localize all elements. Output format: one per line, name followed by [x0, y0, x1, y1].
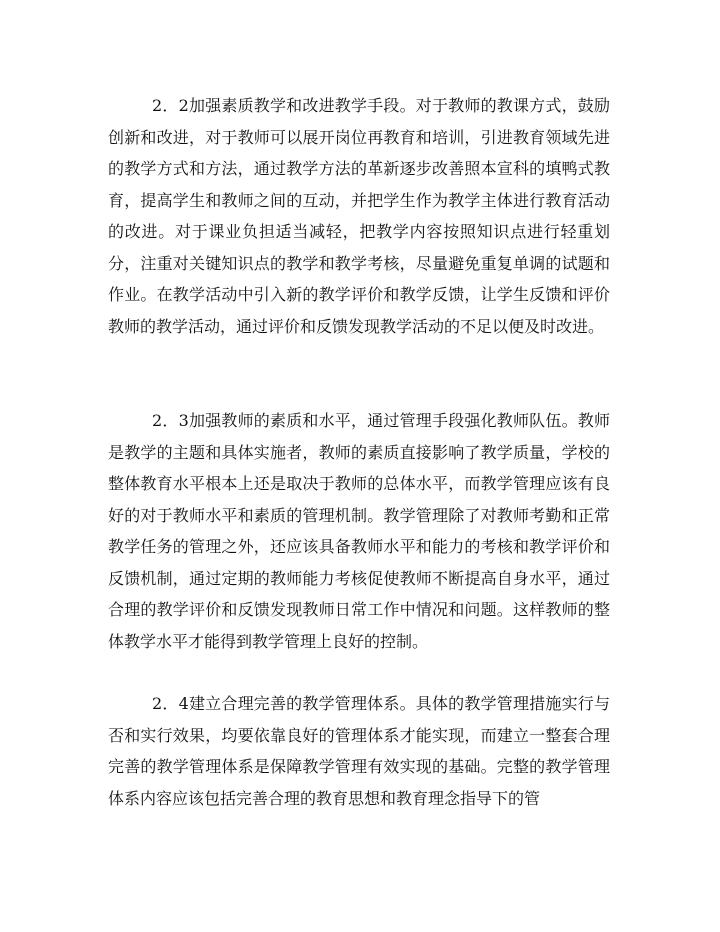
section-2-3-paragraph: [108, 405, 610, 657]
section-2-2-paragraph: [108, 90, 610, 342]
section-2-4-paragraph: [108, 688, 610, 814]
paragraph-text: 2．4建立合理完善的教学管理体系。具体的教学管理措施实行与否和实行效果，均要依靠良好的管理体系才能实现，而建立一整套合理完善的教学管理体系是保障教学管理有效实现的基础。完整的教学管理体系内容应该包括完善合理的教育思想和教育理念指导下的管: [108, 694, 610, 808]
paragraph-text: 2．3加强教师的素质和水平，通过管理手段强化教师队伍。教师是教学的主题和具体实施者，教师的素质直接影响了教学质量，学校的整体教育水平根本上还是取决于教师的总体水平，而教学管理应该有良好的对于教师水平和素质的管理机制。教学管理除了对教师考勤和正常教学任务的管理之外，还应该具备教师水平和能力的考核和教学评价和反馈机制，通过定期的教师能力考核促使教师不断提高自身水平，通过合理的教学评价和反馈发现教师日常工作中情况和问题。这样教师的整体教学水平才能得到教学管理上良好的控制。: [108, 411, 610, 651]
paragraph-text: 2．2加强素质教学和改进教学手段。对于教师的教课方式，鼓励创新和改进，对于教师可以展开岗位再教育和培训，引进教育领域先进的教学方式和方法，通过教学方法的革新逐步改善照本宣科的填鸭式教育，提高学生和教师之间的互动，并把学生作为教学主体进行教育活动的改进。对于课业负担适当减轻，把教学内容按照知识点进行轻重划分，注重对关键知识点的教学和教学考核，尽量避免重复单调的试题和作业。在教学活动中引入新的教学评价和教学反馈，让学生反馈和评价教师的教学活动，通过评价和反馈发现教学活动的不足以便及时改进。: [108, 96, 610, 336]
